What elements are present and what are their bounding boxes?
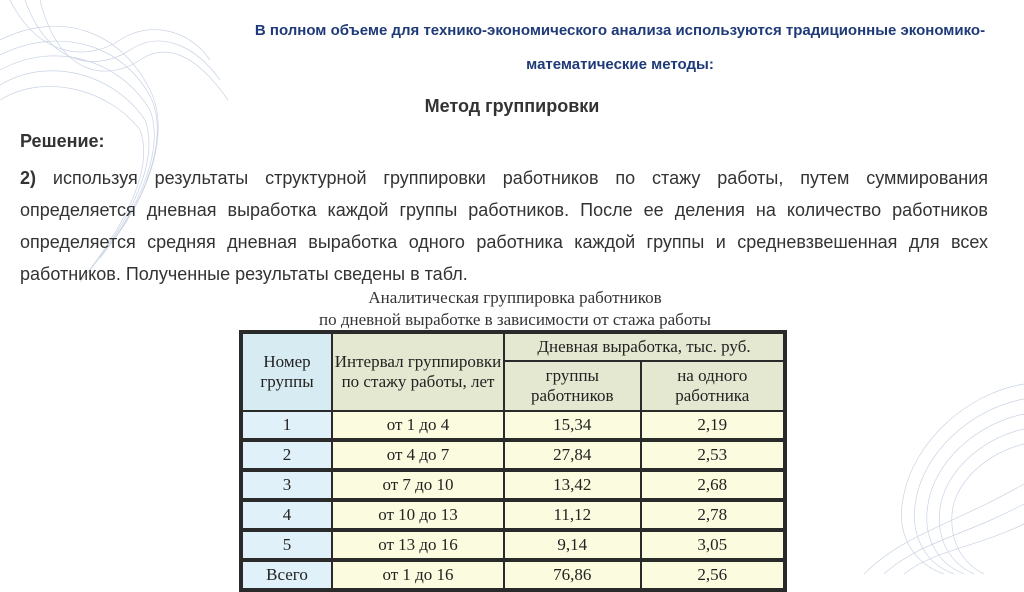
cell-group-output: 27,84 (504, 441, 641, 471)
table-row (242, 441, 784, 471)
cell-interval: от 4 до 7 (332, 441, 504, 471)
cell-group: 2 (242, 441, 332, 471)
cell-group: 3 (242, 471, 332, 501)
cell-group-output: 76,86 (504, 561, 641, 589)
cell-group-output: 11,12 (504, 501, 641, 531)
grouping-table (239, 330, 787, 592)
solution-paragraph (20, 162, 988, 290)
table-row (242, 411, 784, 441)
cell-group: Всего (242, 561, 332, 589)
cell-per-worker: 2,53 (641, 441, 784, 471)
paragraph-number: 2) (20, 168, 37, 188)
cell-interval: от 1 до 16 (332, 561, 504, 589)
table-row (242, 531, 784, 561)
paragraph-text: используя результаты структурной группировки работников по стажу работы, путем суммирования определяется дневная выработка каждой группы работников. После ее деления на количество работников определяется средняя дневная выработка одного работника каждой группы и средневзвешенная для всех работников. Полученные результаты сведены в табл. (20, 168, 988, 284)
cell-interval: от 7 до 10 (332, 471, 504, 501)
cell-per-worker: 2,68 (641, 471, 784, 501)
solution-label: Решение: (20, 131, 105, 151)
table-row-total (242, 561, 784, 589)
cell-per-worker: 3,05 (641, 531, 784, 561)
slide-header (120, 14, 1024, 82)
header-group-workers: группы работников (504, 361, 641, 411)
cell-group-output: 9,14 (504, 531, 641, 561)
cell-group-output: 15,34 (504, 411, 641, 441)
cell-group-output: 13,42 (504, 471, 641, 501)
cell-interval: от 13 до 16 (332, 531, 504, 561)
cell-group: 1 (242, 411, 332, 441)
method-title: Метод группировки (424, 96, 600, 116)
cell-per-worker: 2,19 (641, 411, 784, 441)
table-row (242, 501, 784, 531)
table-caption-line-1: Аналитическая группировка работников (368, 288, 662, 307)
cell-per-worker: 2,56 (641, 561, 784, 589)
table-caption (240, 287, 790, 331)
decorative-wave-bottom-right (764, 364, 1024, 574)
header-interval: Интервал группировки по стажу работы, лет (332, 333, 504, 411)
header-line-2: математические методы: (526, 56, 714, 73)
cell-group: 4 (242, 501, 332, 531)
cell-group: 5 (242, 531, 332, 561)
header-daily-output: Дневная выработка, тыс. руб. (504, 333, 784, 361)
cell-per-worker: 2,78 (641, 501, 784, 531)
header-line-1: В полном объеме для технико-экономического анализа используются традиционные экономико- (254, 22, 986, 39)
header-group-number: Номер группы (242, 333, 332, 411)
table-row (242, 471, 784, 501)
table-caption-line-2: по дневной выработке в зависимости от стажа работы (319, 310, 711, 329)
header-per-worker: на одного работника (641, 361, 784, 411)
cell-interval: от 10 до 13 (332, 501, 504, 531)
cell-interval: от 1 до 4 (332, 411, 504, 441)
